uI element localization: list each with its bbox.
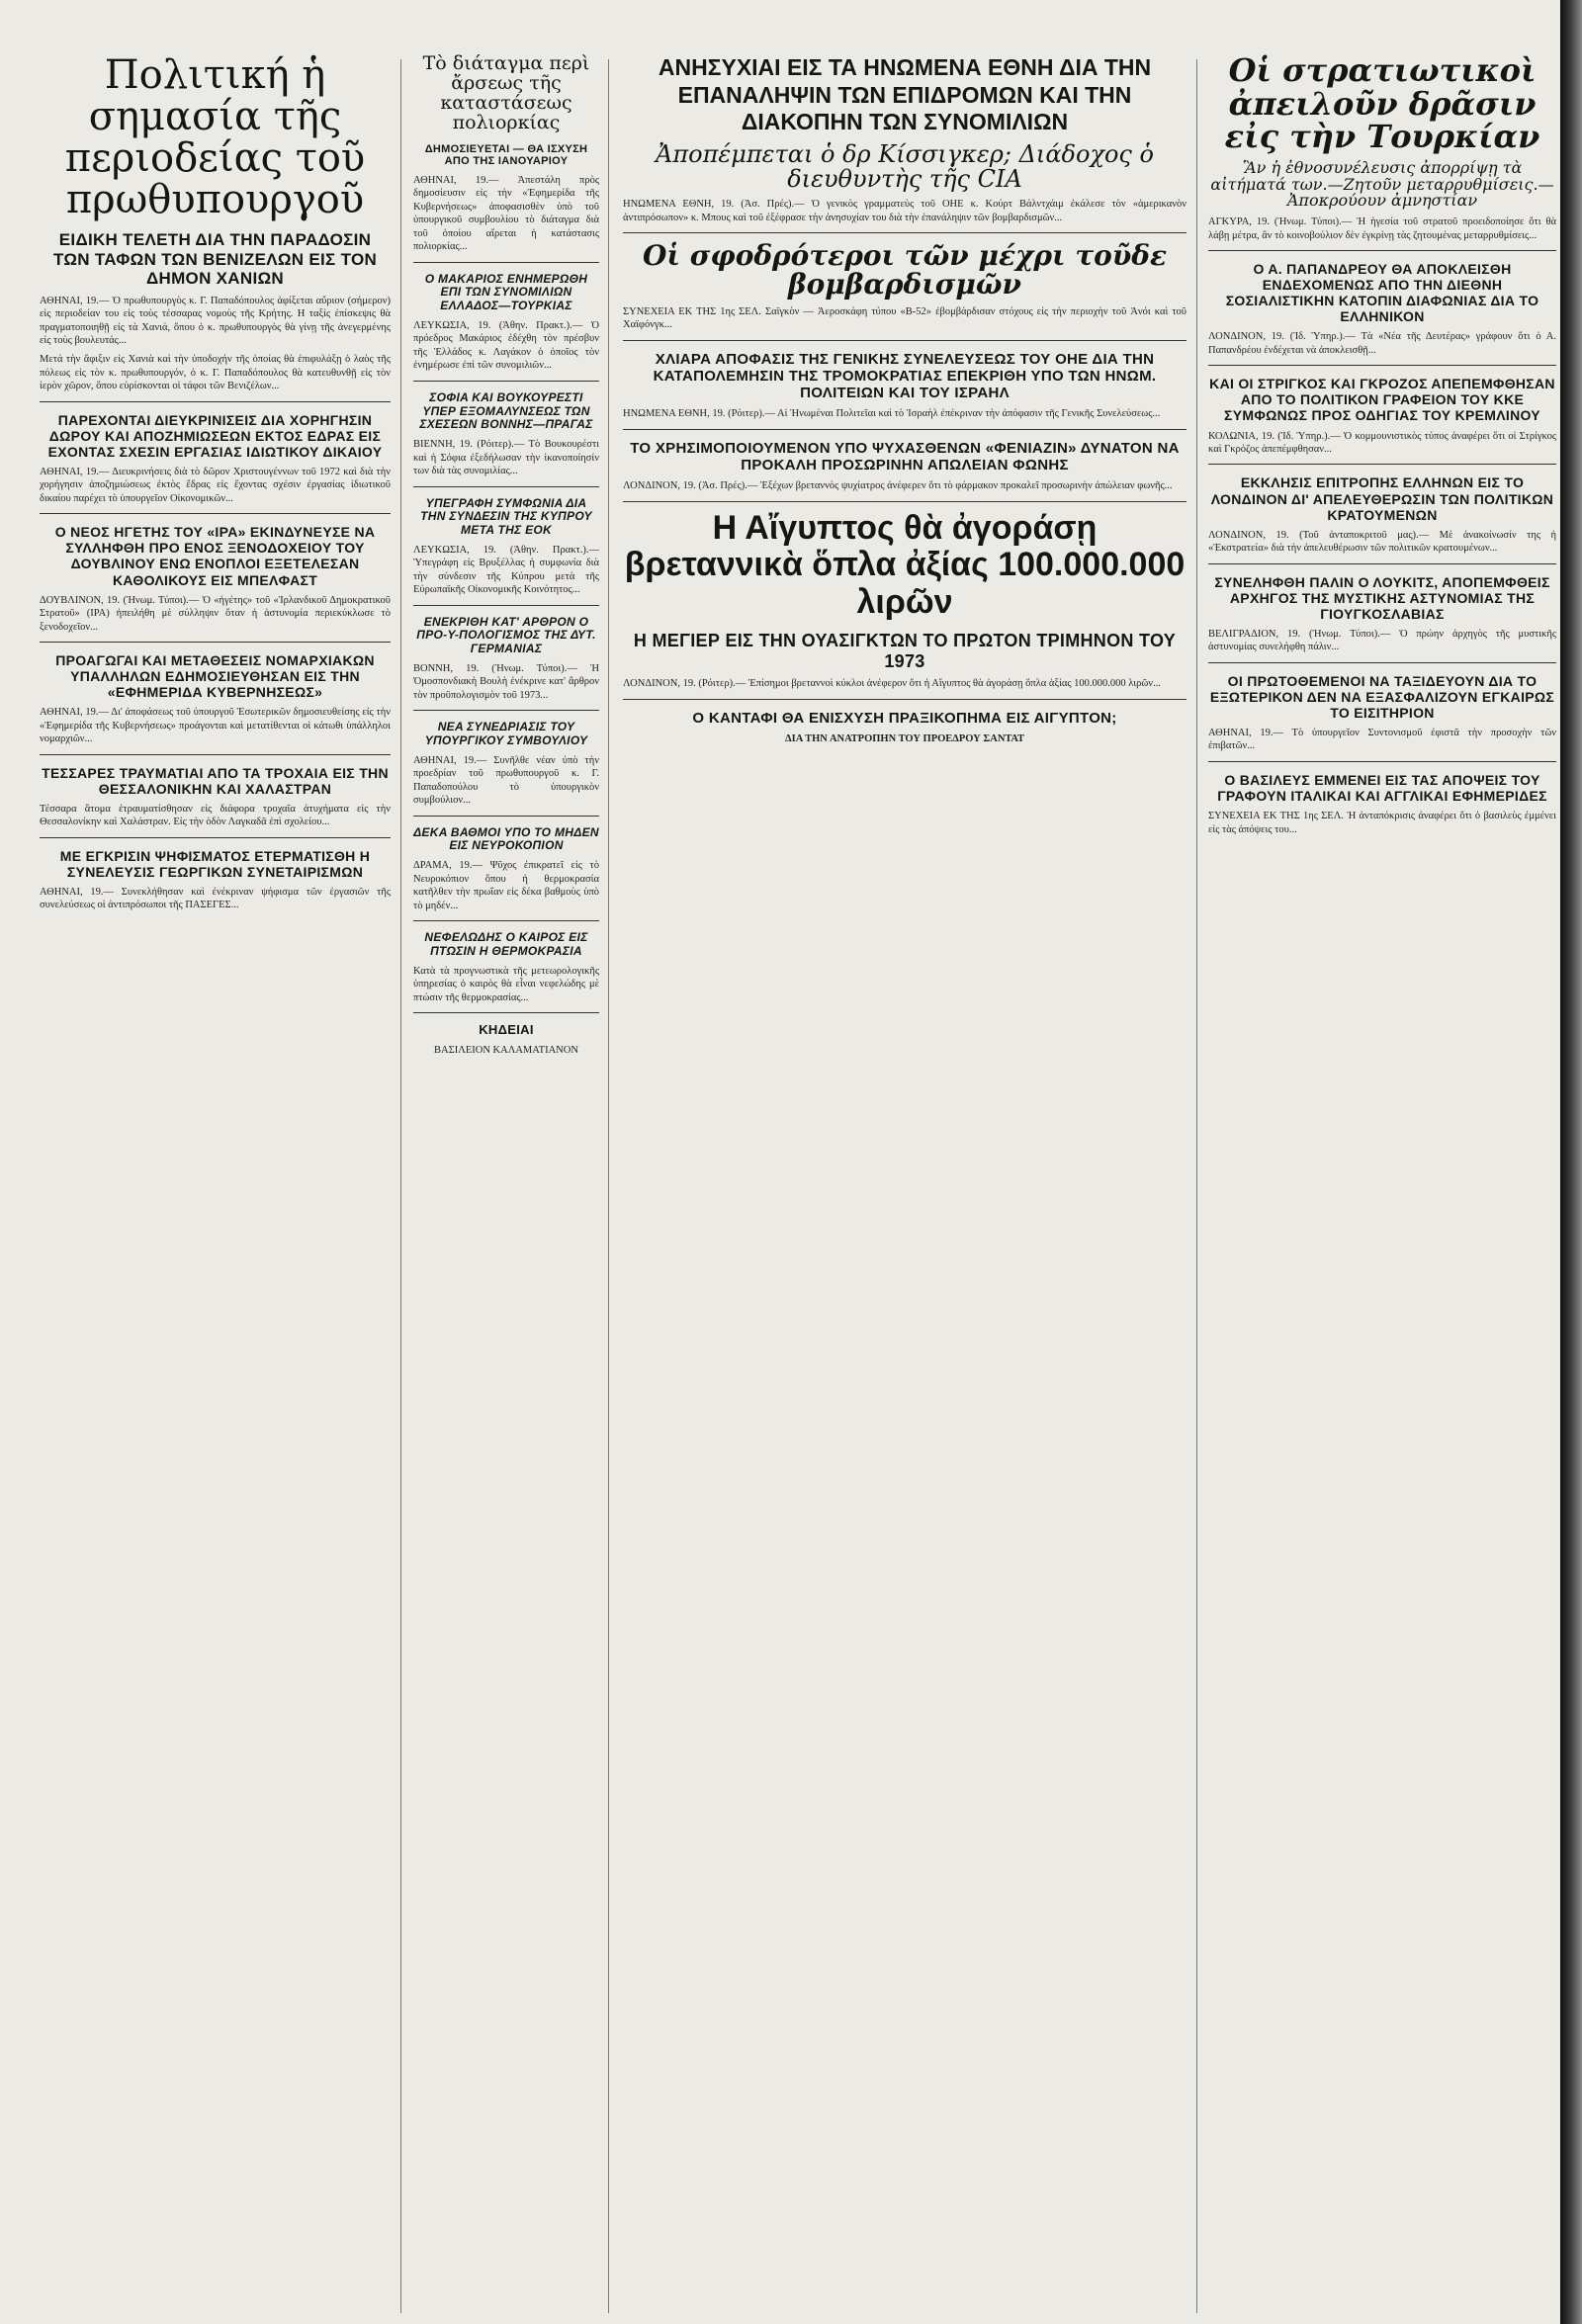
subheadline-kissinger: Ἀποπέμπεται ὁ δρ Κίσσιγκερ; Διάδοχος ὁ διευθυντὴς τῆς CIA [656,139,1154,193]
headline: ΥΠΕΓΡΑΦΗ ΣΥΜΦΩΝΙΑ ΔΙΑ ΤΗΝ ΣΥΝΔΕΣΙΝ ΤΗΣ ΚΥΠΡΟΥ ΜΕΤΑ ΤΗΣ ΕΟΚ [420,495,592,538]
headline: ΝΕΑ ΣΥΝΕΔΡΙΑΣΙΣ ΤΟΥ ΥΠΟΥΡΓΙΚΟΥ ΣΥΜΒΟΥΛΙΟΥ [424,720,588,748]
divider [413,816,599,817]
headline: ΕΚΚΛΗΣΙΣ ΕΠΙΤΡΟΠΗΣ ΕΛΛΗΝΩΝ ΕΙΣ ΤΟ ΛΟΝΔΙΝΟΝ ΔΙ' ΑΠΕΛΕΥΘΕΡΩΣΙΝ ΤΩΝ ΠΟΛΙΤΙΚΩΝ ΚΡΑΤΟΥΜΕΝΩΝ [1210,474,1554,523]
article-body: ΑΘΗΝΑΙ, 19.— Τὸ ὑπουργεῖον Συντονισμοῦ ἐφιστᾶ τὴν προσοχὴν τῶν ἐπιβατῶν... [1208,728,1556,752]
divider [40,401,391,402]
divider [623,699,1186,700]
divider [623,501,1186,502]
article-body: ΑΘΗΝΑΙ, 19.— Συνεκλήθησαν καὶ ἐνέκριναν ψήφισμα τῶν ἐργασιῶν τῆς συνελεύσεως οἱ ἀντιπρόσωποι τῆς ΠΑΣΕΓΕΣ... [40,886,391,911]
headline: ΤΟ ΧΡΗΣΙΜΟΠΟΙΟΥΜΕΝΟΝ ΥΠΟ ΨΥΧΑΣΘΕΝΩΝ «ΦΕΝΙΑΖΙΝ» ΔΥΝΑΤΟΝ ΝΑ ΠΡΟΚΑΛΗ ΠΡΟΣΩΡΙΝΗΝ ΑΠΩΛΕΙΑΝ ΦΩΝΗΣ [630,439,1180,474]
article-body: Κατὰ τὰ προγνωστικὰ τῆς μετεωρολογικῆς ὑπηρεσίας ὁ καιρὸς θὰ εἶναι νεφελώδης μὲ πτώσιν τῆς θερμοκρασίας... [413,965,599,1003]
article-body: ΒΕΛΙΓΡΑΔΙΟΝ, 19. (Ἠνωμ. Τύποι).— Ὁ πρώην ἀρχηγὸς τῆς μυστικῆς ἀστυνομίας συνελήφθη πάλιν... [1208,628,1556,653]
article-body: ΔΙΑ ΤΗΝ ΑΝΑΤΡΟΠΗΝ ΤΟΥ ΠΡΟΕΔΡΟΥ ΣΑΝΤΑΤ [785,733,1024,745]
article-body: ΛΟΝΔΙΝΟΝ, 19. (Ρόιτερ).— Ἐπίσημοι βρεταννοὶ κύκλοι ἀνέφερον ὅτι ἡ Αἴγυπτος θὰ ἀγοράσῃ ὅπλα ἀξίας 100.000.000 λιρῶν... [623,678,1161,690]
subheadline: Η ΜΕΓΙΕΡ ΕΙΣ ΤΗΝ ΟΥΑΣΙΓΚΤΩΝ ΤΟ ΠΡΩΤΟΝ ΤΡΙΜΗΝΟΝ ΤΟΥ 1973 [633,630,1177,671]
divider [413,920,599,921]
article-body: ΔΟΥΒΛΙΝΟΝ, 19. (Ἠνωμ. Τύποι).— Ὁ «ἡγέτης» τοῦ «Ἰρλανδικοῦ Δημοκρατικοῦ Στρατοῦ» (ΙΡΑ) ἠπειλήθη μὲ σύλληψιν ὅταν ἡ ἀστυνομία περιεκύκλωσε τὸ ξενοδοχεῖον... [40,594,391,633]
article-body: ΛΟΝΔΙΝΟΝ, 19. (Ἰδ. Ὑπηρ.).— Τὰ «Νέα τῆς Δευτέρας» γράφουν ὅτι ὁ Α. Παπανδρέου ἐνδέχεται νὰ ἀποκλεισθῇ... [1208,331,1556,356]
article-body: ΒΑΣΙΛΕΙΟΝ ΚΑΛΑΜΑΤΙΑΝΟΝ [434,1044,578,1056]
headline: ΣΟΦΙΑ ΚΑΙ ΒΟΥΚΟΥΡΕΣΤΙ ΥΠΕΡ ΕΞΟΜΑΛΥΝΣΕΩΣ ΤΩΝ ΣΧΕΣΕΩΝ ΒΟΝΝΗΣ—ΠΡΑΓΑΣ [419,389,593,432]
article-body: ΣΥΝΕΧΕΙΑ ΕΚ ΤΗΣ 1ης ΣΕΛ. Ἡ ἀνταπόκρισις ἀναφέρει ὅτι ὁ βασιλεὺς ἐμμένει εἰς τὰς ἀπόψεις του... [1208,811,1556,835]
column-3 [623,54,1186,751]
divider [623,232,1186,233]
divider [413,262,599,263]
headline-egypt: Η Αἴγυπτος θὰ ἀγοράσῃ βρεταννικὰ ὅπλα ἀξίας 100.000.000 λιρῶν [624,508,1186,621]
article-body: ΑΘΗΝΑΙ, 19.— Ἀπεστάλη πρὸς δημοσίευσιν εἰς τὴν «Ἐφημερίδα τῆς Κυβερνήσεως» ἀποφασισθὲν ὑπὸ τοῦ ὑπουργικοῦ συμβουλίου τὸ διάταγμα διὰ τοῦ ὁποίου αἴρεται ἡ κατάστασις πολιορκίας... [413,175,599,253]
article-body: ΑΘΗΝΑΙ, 19.— Ὁ πρωθυπουργὸς κ. Γ. Παπαδόπουλος ἀφίξεται αὔριον (σήμερον) εἰς περιοδείαν του εἰς τοὺς τέσσαρας νομοὺς τῆς Κρήτης. Η ταξίς ἐπίσκεψις θὰ πραγματοποιηθῇ εἰς τὰ Χανιά, ὅπου ὁ κ. πρωθυπουργὸς θὰ γίνῃ τῆς ἀνεγερμένης εἰς τοὺς βουλευτάς... [40,295,391,346]
headline: ΔΕΚΑ ΒΑΘΜΟΙ ΥΠΟ ΤΟ ΜΗΔΕΝ ΕΙΣ ΝΕΥΡΟΚΟΠΙΟΝ [413,824,599,853]
article-body: ΣΥΝΕΧΕΙΑ ΕΚ ΤΗΣ 1ης ΣΕΛ. Σαϊγκὸν — Ἀεροσκάφη τύπου «Β-52» ἐβομβάρδισαν στόχους εἰς τὴν περιοχὴν τοῦ Ἀνόι καὶ τοῦ Χαϊφόνγκ... [623,305,1186,331]
headline: Ο Α. ΠΑΠΑΝΔΡΕΟΥ ΘΑ ΑΠΟΚΛΕΙΣΘΗ ΕΝΔΕΧΟΜΕΝΩΣ ΑΠΟ ΤΗΝ ΔΙΕΘΝΗ ΣΟΣΙΑΛΙΣΤΙΚΗΝ ΚΑΤΟΠΙΝ ΔΙΑΦΩΝΙΑΣ ΔΙΑ ΤΟ ΕΛΛΗΝΙΚΟΝ [1225,261,1539,325]
divider [1208,761,1556,762]
subheadline: ΔΗΜΟΣΙΕΥΕΤΑΙ — ΘΑ ΙΣΧΥΣΗ ΑΠΟ ΤΗΣ ΙΑΝΟΥΑΡΙΟΥ [424,142,588,168]
article-body: ΛΕΥΚΩΣΙΑ, 19. (Ἀθην. Πρακτ.).— Ὁ πρόεδρος Μακάριος ἐδέχθη τὸν πρέσβυν τῆς Ἑλλάδος κ. Λαγάκον ὁ ὁποῖος τὸν ἐνημέρωσε ἐπὶ τῶν συνομιλιῶν... [413,320,599,372]
divider [623,340,1186,341]
headline: ΠΑΡΕΧΟΝΤΑΙ ΔΙΕΥΚΡΙΝΙΣΕΙΣ ΔΙΑ ΧΟΡΗΓΗΣΙΝ ΔΩΡΟΥ ΚΑΙ ΑΠΟΖΗΜΙΩΣΕΩΝ ΕΚΤΟΣ ΕΔΡΑΣ ΕΙΣ ΕΧΟΝΤΑΣ ΣΧΕΣΙΝ ΕΡΓΑΣΙΑΣ ΙΔΙΩΤΙΚΟΥ ΔΙΚΑΙΟΥ [47,411,383,460]
headline: ΜΕ ΕΓΚΡΙΣΙΝ ΨΗΦΙΣΜΑΤΟΣ ΕΤΕΡΜΑΤΙΣΘΗ Η ΣΥΝΕΛΕΥΣΙΣ ΓΕΩΡΓΙΚΩΝ ΣΥΝΕΤΑΙΡΙΣΜΩΝ [59,847,371,880]
divider [40,754,391,755]
article-body: ΒΟΝΝΗ, 19. (Ἠνωμ. Τύποι).— Ἡ Ὁμοσπονδιακὴ Βουλὴ ἐνέκρινε κατ' ἄρθρον τὸν προϋπολογισμὸν τοῦ 1973... [413,663,599,701]
headline: Ο ΒΑΣΙΛΕΥΣ ΕΜΜΕΝΕΙ ΕΙΣ ΤΑΣ ΑΠΟΨΕΙΣ ΤΟΥ ΓΡΑΦΟΥΝ ΙΤΑΛΙΚΑΙ ΚΑΙ ΑΓΓΛΙΚΑΙ ΕΦΗΜΕΡΙΔΕΣ [1217,771,1547,805]
headline: ΣΥΝΕΛΗΦΘΗ ΠΑΛΙΝ Ο ΛΟΥΚΙΤΣ, ΑΠΟΠΕΜΦΘΕΙΣ ΑΡΧΗΓΟΣ ΤΗΣ ΜΥΣΤΙΚΗΣ ΑΣΤΥΝΟΜΙΑΣ ΤΗΣ ΓΙΟΥΓΚΟΣΛΑΒΙΑΣ [1214,573,1550,622]
subheadline: ΕΙΔΙΚΗ ΤΕΛΕΤΗ ΔΙΑ ΤΗΝ ΠΑΡΑΔΟΣΙΝ ΤΩΝ ΤΑΦΩΝ ΤΩΝ ΒΕΝΙΖΕΛΩΝ ΕΙΣ ΤΟΝ ΔΗΜΟΝ ΧΑΝΙΩΝ [52,230,378,289]
article-body: ΔΡΑΜΑ, 19.— Ψῦχος ἐπικρατεῖ εἰς τὸ Νευροκόπιον ὅπου ἡ θερμοκρασία κατῆλθεν τὴν πρωΐαν εἰς δέκα βαθμοὺς ὑπὸ τὸ μηδέν... [413,860,599,911]
column-4 [1208,51,1556,842]
article-body: ΑΘΗΝΑΙ, 19.— Δι' ἀποφάσεως τοῦ ὑπουργοῦ Ἐσωτερικῶν δημοσιευθείσης εἰς τὴν «Ἐφημερίδα τῆς Κυβερνήσεως» προάγονται καὶ μετατίθενται οἱ κάτωθι ὑπάλληλοι νομαρχιῶν... [40,707,391,745]
article-body: Μετά τὴν ἄφιξιν εἰς Χανιὰ καὶ τὴν ὑποδοχήν τῆς ὁποίας θὰ ἐπιφυλάξῃ ὁ λαὸς τῆς πόλεως εἰς τὸν κ. πρωθυπουργόν, ὁ κ. Γ. Παπαδόπουλος θὰ κατευθυνθῇ εἰς τὸν ἱερὸν χῶρον, ὅπου εὑρίσκονται οἱ τάφοι τῶν Βενιζέλων... [40,354,391,392]
headline: Ο ΝΕΟΣ ΗΓΕΤΗΣ ΤΟΥ «ΙΡΑ» ΕΚΙΝΔΥΝΕΥΣΕ ΝΑ ΣΥΛΛΗΦΘΗ ΠΡΟ ΕΝΟΣ ΞΕΝΟΔΟΧΕΙΟΥ ΤΟΥ ΔΟΥΒΛΙΝΟΥ ΕΝΩ ΕΝΟΠΛΟΙ ΕΞΕΤΕΛΕΣΑΝ ΚΑΘΟΛΙΚΟΥΣ ΕΙΣ ΜΠΕΛΦΑΣΤ [54,524,376,588]
column-1 [40,54,391,918]
divider [413,1012,599,1013]
divider [40,837,391,838]
headline-decree: Τὸ διάταγμα περὶ ἄρσεως τῆς καταστάσεως πολιορκίας [422,52,590,133]
article-body: ΗΝΩΜΕΝΑ ΕΘΝΗ, 19. (Ρόιτερ).— Αἱ Ἡνωμέναι Πολιτεῖαι καὶ τὸ Ἰσραὴλ ἐπέκριναν τὴν ἀπόφασιν τῆς Γενικῆς Συνελεύσεως... [623,408,1161,420]
divider [623,429,1186,430]
headline: ΠΡΟΑΓΩΓΑΙ ΚΑΙ ΜΕΤΑΘΕΣΕΙΣ ΝΟΜΑΡΧΙΑΚΩΝ ΥΠΑΛΛΗΛΩΝ ΕΔΗΜΟΣΙΕΥΘΗΣΑΝ ΕΙΣ ΤΗΝ «ΕΦΗΜΕΡΙΔΑ ΚΥΒΕΡΝΗΣΕΩΣ» [55,651,375,701]
article-body: ΛΕΥΚΩΣΙΑ, 19. (Ἀθην. Πρακτ.).— Ὑπεγράφη εἰς Βρυξέλλας ἡ συμφωνία διὰ τὴν σύνδεσιν τῆς Κύπρου μετὰ τῆς Εὐρωπαϊκῆς Οἰκονομικῆς Κοινότητος... [413,544,599,596]
article-body: ΚΟΛΩΝΙΑ, 19. (Ἰδ. Ὑπηρ.).— Ὁ κομμουνιστικὸς τύπος ἀναφέρει ὅτι οἱ Στρίγκος καὶ Γκρόζος ἀπεπέμφθησαν... [1208,430,1556,456]
headline-bombing: Οἱ σφοδρότεροι τῶν μέχρι τοῦδε βομβαρδισμῶν [643,239,1167,301]
headline: ΟΙ ΠΡΩΤΟΘΕΜΕΝΟΙ ΝΑ ΤΑΞΙΔΕΥΟΥΝ ΔΙΑ ΤΟ ΕΞΩΤΕΡΙΚΟΝ ΔΕΝ ΝΑ ΕΞΑΣΦΑΛΙΖΟΥΝ ΕΓΚΑΙΡΩΣ ΤΟ ΕΙΣΙΤΗΡΙΟΝ [1209,672,1555,721]
headline-prime-minister: Πολιτική ἡ σημασία τῆς περιοδείας τοῦ πρωθυπουργοῦ [64,52,366,222]
divider [413,605,599,606]
headline: ΤΕΣΣΑΡΕΣ ΤΡΑΥΜΑΤΙΑΙ ΑΠΟ ΤΑ ΤΡΟΧΑΙΑ ΕΙΣ ΤΗΝ ΘΕΣΣΑΛΟΝΙΚΗΝ ΚΑΙ ΧΑΛΑΣΤΡΑΝ [42,764,389,797]
divider [413,486,599,487]
headline: ΕΝΕΚΡΙΘΗ ΚΑΤ' ΑΡΘΡΟΝ Ο ΠΡΟ-Υ-ΠΟΛΟΓΙΣΜΟΣ ΤΗΣ ΔΥΤ. ΓΕΡΜΑΝΙΑΣ [416,614,596,656]
article-body: ΒΙΕΝΝΗ, 19. (Ρόιτερ).— Τὸ Βουκουρέστι καὶ ἡ Σόφια ἐξεδήλωσαν τὴν ἱκανοποίησίν των διὰ τὰς συνομιλίας... [413,439,599,477]
divider [1208,662,1556,663]
article-body: ΑΘΗΝΑΙ, 19.— Διευκρινήσεις διὰ τὸ δῶρον Χριστουγέννων τοῦ 1972 καὶ διὰ τὴν χορήγησιν ἀποζημιώσεως ἐκτὸς ἕδρας εἰς ἔχοντας σχέσιν ἐργασίας ἰδιωτικοῦ δικαίου παρέχει τὸ ὑπουργεῖον Οἰκονομικῶν... [40,466,391,504]
subheadline: Ἂν ἡ ἐθνοσυνέλευσις ἀπορρίψῃ τὰ αἰτήματά των.—Ζητοῦν μεταρρυθμίσεις.— Ἀποκρούουν ἀμνηστίαν [1210,157,1554,211]
headline: Ο ΚΑΝΤΑΦΙ ΘΑ ΕΝΙΣΧΥΣΗ ΠΡΑΞΙΚΟΠΗΜΑ ΕΙΣ ΑΙΓΥΠΤΟΝ; [692,709,1117,727]
divider [40,642,391,643]
article-body: ΑΓΚΥΡΑ, 19. (Ἠνωμ. Τύποι).— Ἡ ἡγεσία τοῦ στρατοῦ προειδοποίησε ὅτι θὰ λάβῃ μέτρα, ἂν τὸ κοινοβούλιον δὲν ἐγκρίνῃ τὰς ζητουμένας μεταρρυθμίσεις... [1208,216,1556,241]
divider [413,381,599,382]
article-body: Τέσσαρα ἄτομα ἐτραυματίσθησαν εἰς διάφορα τροχαῖα ἀτυχήματα εἰς τὴν Θεσσαλονίκην καὶ Χαλάστραν. Εἰς τὴν ὁδὸν Λαγκαδᾶ ἐπὶ σχολείου... [40,803,391,828]
column-divider [1196,59,1197,2313]
headline-un: ΑΝΗΣΥΧΙΑΙ ΕΙΣ ΤΑ ΗΝΩΜΕΝΑ ΕΘΝΗ ΔΙΑ ΤΗΝ ΕΠΑΝΑΛΗΨΙΝ ΤΩΝ ΕΠΙΔΡΟΜΩΝ ΚΑΙ ΤΗΝ ΔΙΑΚΟΠΗΝ ΤΩΝ ΣΥΝΟΜΙΛΙΩΝ [658,54,1152,135]
article-body: ΛΟΝΔΙΝΟΝ, 19. (Τοῦ ἀνταποκριτοῦ μας).— Μὲ ἀνακοίνωσίν της ἡ «Ἐκστρατεία» διὰ τὴν ἀπελευθέρωσιν τῶν πολιτικῶν κρατουμένων... [1208,529,1556,555]
article-body: ΑΘΗΝΑΙ, 19.— Συνῆλθε νέαν ὑπὸ τὴν προεδρίαν τοῦ πρωθυπουργοῦ κ. Γ. Παπαδοπούλου τὸ ὑπουργικὸν συμβούλιον... [413,754,599,807]
headline: ΚΑΙ ΟΙ ΣΤΡΙΓΚΟΣ ΚΑΙ ΓΚΡΟΖΟΣ ΑΠΕΠΕΜΦΘΗΣΑΝ ΑΠΟ ΤΟ ΠΟΛΙΤΙΚΟΝ ΓΡΑΦΕΙΟΝ ΤΟΥ ΚΚΕ ΣΥΜΦΩΝΩΣ ΠΡΟΣ ΟΔΗΓΙΑΣ ΤΟΥ ΚΡΕΜΛΙΝΟΥ [1209,376,1555,424]
column-divider [608,59,609,2313]
headline: ΝΕΦΕΛΩΔΗΣ Ο ΚΑΙΡΟΣ ΕΙΣ ΠΤΩΣΙΝ Η ΘΕΡΜΟΚΡΑΣΙΑ [424,930,588,958]
column-2 [413,54,599,1063]
divider [40,513,391,514]
divider [1208,365,1556,366]
article-body: ΛΟΝΔΙΝΟΝ, 19. (Ἀσ. Πρές).— Ἐξέχων βρεταννὸς ψυχίατρος ἀνέφερεν ὅτι τὸ φάρμακον προκαλεῖ προσωρινὴν ἀπώλειαν φωνῆς... [623,480,1173,492]
divider [413,710,599,711]
divider [1208,250,1556,251]
article-body: ΗΝΩΜΕΝΑ ΕΘΝΗ, 19. (Ἀσ. Πρές).— Ὁ γενικὸς γραμματεὺς τοῦ ΟΗΕ κ. Κούρτ Βάλντχάιμ ἐκάλεσε τὸν «ἀμερικανὸν ἀντιπρόσωπον» κ. Μπους καὶ τοῦ ἐξέφρασε τὴν ἀνησυχίαν του διὰ τὴν ἐπανάληψιν τῶν βομβαρδισμῶν... [623,199,1186,223]
headline: ΚΗΔΕΙΑΙ [479,1021,534,1037]
divider [1208,563,1556,564]
column-divider [400,59,401,2313]
divider [1208,464,1556,465]
headline-turkey: Οἱ στρατιωτικοὶ ἀπειλοῦν δρᾶσιν εἰς τὴν Τουρκίαν [1224,51,1540,156]
headline: ΧΛΙΑΡΑ ΑΠΟΦΑΣΙΣ ΤΗΣ ΓΕΝΙΚΗΣ ΣΥΝΕΛΕΥΣΕΩΣ ΤΟΥ ΟΗΕ ΔΙΑ ΤΗΝ ΚΑΤΑΠΟΛΕΜΗΣΙΝ ΤΗΣ ΤΡΟΜΟΚΡΑΤΙΑΣ ΕΠΕΚΡΙΘΗ ΥΠΟ ΤΩΝ ΗΝΩΜ. ΠΟΛΙΤΕΙΩΝ ΚΑΙ ΤΟΥ ΙΣΡΑΗΛ [653,350,1157,402]
page-fold-shadow [1560,0,1582,2324]
headline: Ο ΜΑΚΑΡΙΟΣ ΕΝΗΜΕΡΩΘΗ ΕΠΙ ΤΩΝ ΣΥΝΟΜΙΛΙΩΝ ΕΛΛΑΔΟΣ—ΤΟΥΡΚΙΑΣ [424,271,588,313]
